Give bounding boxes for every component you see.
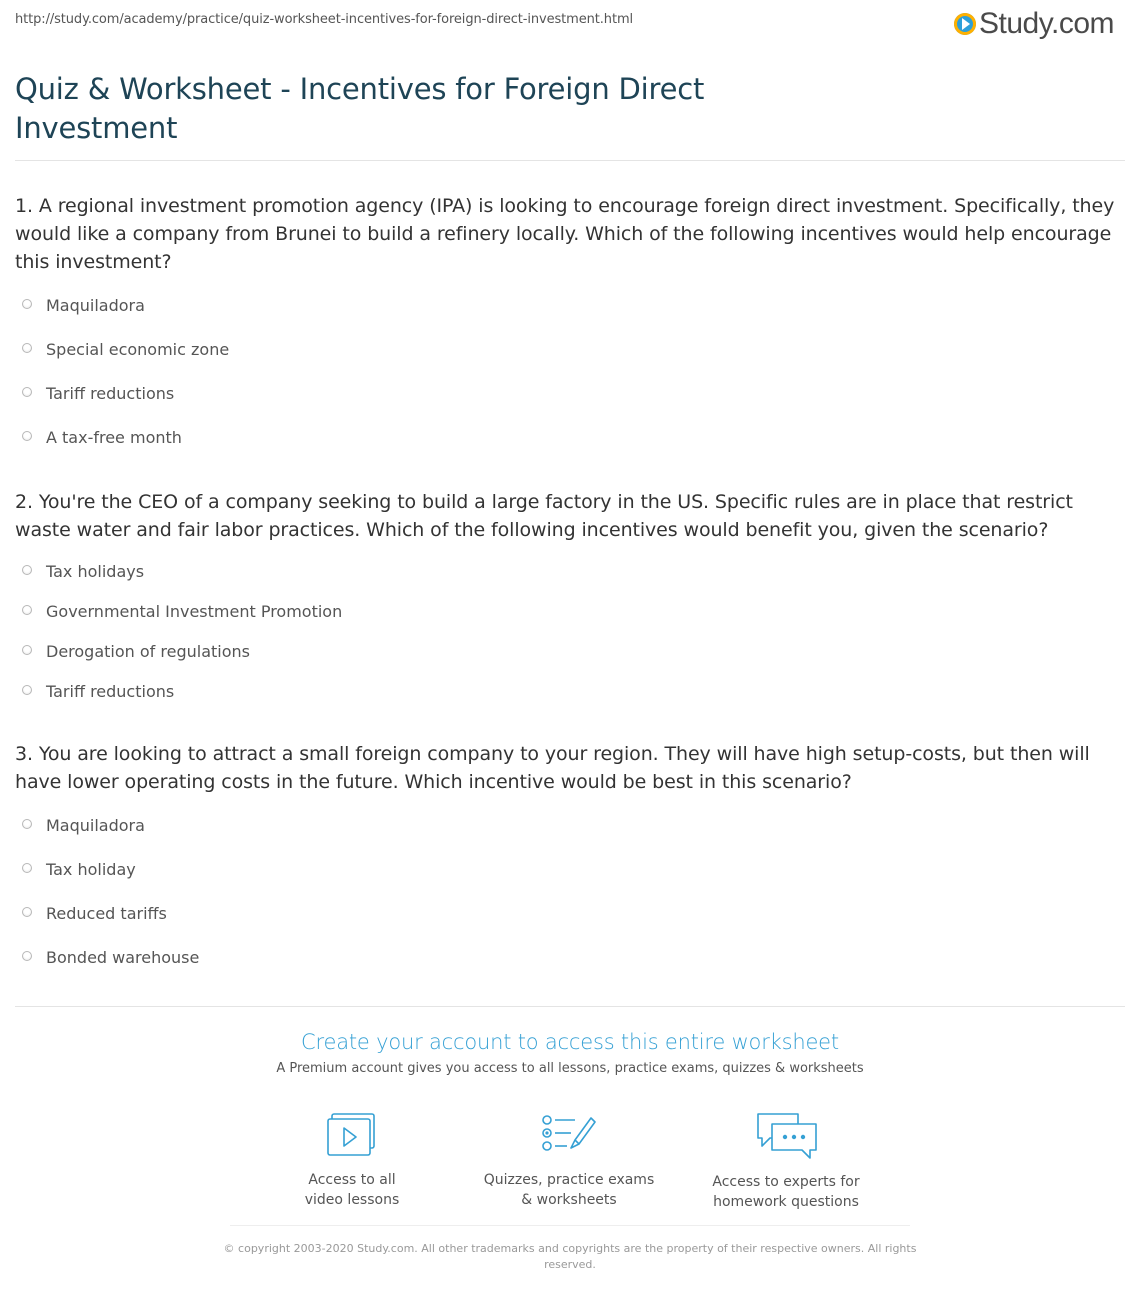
option-label: Tax holiday — [46, 859, 136, 879]
radio-button[interactable] — [22, 299, 32, 309]
create-account-link[interactable]: Create your account to access this entire worksheet — [301, 1030, 839, 1054]
radio-button[interactable] — [22, 863, 32, 873]
option-label: Reduced tariffs — [46, 903, 167, 923]
option-label: Maquiladora — [46, 295, 145, 315]
cta-divider — [15, 1006, 1125, 1007]
play-circle-icon — [954, 13, 976, 35]
radio-button[interactable] — [22, 685, 32, 695]
question-3-option-4[interactable] — [22, 945, 199, 969]
feature-experts — [691, 1112, 881, 1212]
question-1-option-1[interactable] — [22, 293, 145, 317]
question-1-option-4[interactable] — [22, 425, 182, 449]
question-3-option-3[interactable] — [22, 901, 167, 925]
option-label: A tax-free month — [46, 427, 182, 447]
radio-button[interactable] — [22, 343, 32, 353]
question-1-option-2[interactable] — [22, 337, 229, 361]
question-3: 3. You are looking to attract a small foreign company to your region. They will have high setup-costs, but then will have lower operating costs in the future. Which incentive would be best in this scenario? — [15, 743, 1090, 793]
question-2-option-1[interactable] — [22, 559, 144, 583]
question-2-option-3[interactable] — [22, 639, 250, 663]
radio-button[interactable] — [22, 819, 32, 829]
question-1-option-3[interactable] — [22, 381, 174, 405]
footer-divider — [230, 1225, 910, 1226]
question-2-option-2[interactable] — [22, 599, 342, 623]
option-label: Bonded warehouse — [46, 947, 200, 967]
feature-label: Access to all video lessons — [304, 1172, 400, 1208]
option-label: Tariff reductions — [46, 681, 175, 701]
option-label: Governmental Investment Promotion — [46, 601, 343, 621]
chat-bubbles-icon — [754, 1112, 818, 1160]
radio-button[interactable] — [22, 907, 32, 917]
study-logo[interactable] — [954, 6, 1114, 42]
option-label: Maquiladora — [46, 815, 145, 835]
option-label: Derogation of regulations — [46, 641, 250, 661]
radio-button[interactable] — [22, 565, 32, 575]
copyright-text: © copyright 2003-2020 Study.com. All other trademarks and copyrights are the property of their respective owners. All rights reserved. — [223, 1242, 917, 1271]
title-divider — [15, 160, 1125, 161]
option-label: Tariff reductions — [46, 383, 175, 403]
radio-button[interactable] — [22, 951, 32, 961]
quiz-checklist-icon — [541, 1112, 597, 1158]
option-label: Special economic zone — [46, 339, 230, 359]
video-lessons-icon — [326, 1112, 378, 1158]
question-3-option-2[interactable] — [22, 857, 136, 881]
feature-video-lessons — [257, 1112, 447, 1210]
page-title: Quiz & Worksheet - Incentives for Foreign Direct Investment — [15, 72, 705, 145]
question-1: 1. A regional investment promotion agency (IPA) is looking to encourage foreign direct investment. Specifically, they would like a company from Brunei to build a refinery locally. Which of the following incentives would help encourage this investment? — [15, 195, 1115, 273]
radio-button[interactable] — [22, 387, 32, 397]
feature-quizzes — [474, 1112, 664, 1210]
cta-subtitle: A Premium account gives you access to all lessons, practice exams, quizzes & worksheets — [276, 1061, 864, 1076]
feature-label: Access to experts for homework questions — [712, 1174, 860, 1210]
option-label: Tax holidays — [46, 561, 145, 581]
question-3-option-1[interactable] — [22, 813, 145, 837]
feature-label: Quizzes, practice exams & worksheets — [483, 1172, 655, 1208]
radio-button[interactable] — [22, 645, 32, 655]
page-url: http://study.com/academy/practice/quiz-worksheet-incentives-for-foreign-direct-investment.html — [15, 12, 634, 27]
question-2: 2. You're the CEO of a company seeking to build a large factory in the US. Specific rules are in place that restrict waste water and fair labor practices. Which of the following incentives would benefit you, given the scenario? — [15, 491, 1073, 541]
radio-button[interactable] — [22, 431, 32, 441]
logo-text: Study.com — [979, 7, 1114, 40]
question-2-option-4[interactable] — [22, 679, 174, 703]
radio-button[interactable] — [22, 605, 32, 615]
